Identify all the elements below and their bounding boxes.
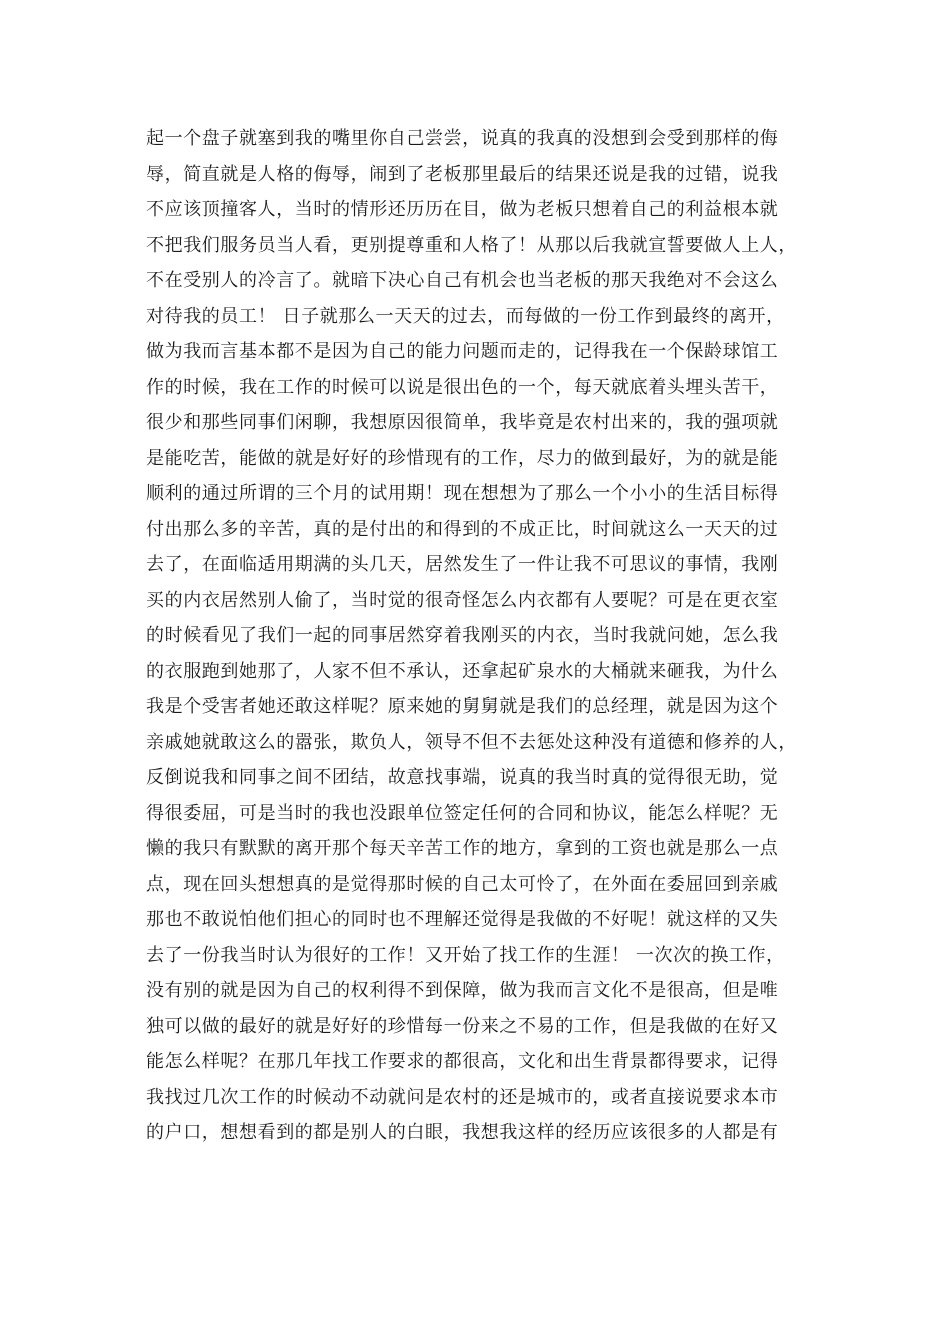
- text-line: 不应该顶撞客人，当时的情形还历历在目，做为老板只想着自己的利益根本就: [146, 199, 779, 220]
- text-line: 反倒说我和同事之间不团结，故意找事端，说真的我当时真的觉得很无助，觉: [146, 767, 779, 788]
- text-line: 是能吃苦，能做的就是好好的珍惜现有的工作，尽力的做到最好，为的就是能: [146, 447, 779, 469]
- text-line: 点，现在回头想想真的是觉得那时候的自己太可怜了，在外面在委屈回到亲戚: [146, 873, 779, 895]
- text-line: 我是个受害者她还敢这样呢？原来她的舅舅就是我们的总经理，就是因为这个: [146, 696, 779, 717]
- text-line: 没有别的就是因为自己的权利得不到保障，做为我而言文化不是很高，但是唯: [146, 980, 779, 1001]
- text-line: 起一个盘子就塞到我的嘴里你自己尝尝，说真的我真的没想到会受到那样的侮: [146, 128, 779, 149]
- text-line: 去了一份我当时认为很好的工作！又开始了找工作的生涯！ 一次次的换工作，: [146, 944, 785, 966]
- text-line: 做为我而言基本都不是因为自己的能力问题而走的，记得我在一个保龄球馆工: [146, 341, 779, 362]
- text-line: 我找过几次工作的时候动不动就问是农村的还是城市的，或者直接说要求本市: [146, 1086, 779, 1108]
- text-line: 辱，简直就是人格的侮辱，闹到了老板那里最后的结果还说是我的过错，说我: [146, 163, 779, 185]
- text-line: 的衣服跑到她那了，人家不但不承认，还拿起矿泉水的大桶就来砸我，为什么: [146, 660, 779, 682]
- text-line: 买的内衣居然别人偷了，当时觉的很奇怪怎么内衣都有人要呢？可是在更衣室: [146, 589, 779, 611]
- text-line: 得很委屈，可是当时的我也没跟单位签定任何的合同和协议，能怎么样呢？无: [146, 802, 779, 824]
- text-line: 懒的我只有默默的离开那个每天辛苦工作的地方，拿到的工资也就是那么一点: [146, 838, 779, 859]
- text-line: 那也不敢说怕他们担心的同时也不理解还觉得是我做的不好呢！就这样的又失: [146, 909, 779, 930]
- text-line: 顺利的通过所谓的三个月的试用期！现在想想为了那么一个小小的生活目标得: [146, 483, 779, 504]
- text-line: 不把我们服务员当人看，更别提尊重和人格了！从那以后我就宣誓要做人上人，: [146, 234, 797, 256]
- text-line: 不在受别人的冷言了。就暗下决心自己有机会也当老板的那天我绝对不会这么: [146, 270, 779, 291]
- body-text: [146, 121, 808, 1151]
- text-line: 能怎么样呢？在那几年找工作要求的都很高，文化和出生背景都得要求，记得: [146, 1051, 779, 1072]
- text-line: 付出那么多的辛苦，真的是付出的和得到的不成正比，时间就这么一天天的过: [146, 518, 779, 540]
- text-line: 很少和那些同事们闲聊，我想原因很简单，我毕竟是农村出来的，我的强项就: [146, 412, 779, 433]
- text-line: 的户口，想想看到的都是别人的白眼，我想我这样的经历应该很多的人都是有: [146, 1122, 779, 1143]
- text-line: 去了，在面临适用期满的头几天，居然发生了一件让我不可思议的事情，我刚: [146, 554, 779, 575]
- text-line: 的时候看见了我们一起的同事居然穿着我刚买的内衣，当时我就问她，怎么我: [146, 625, 779, 646]
- text-line: 亲戚她就敢这么的嚣张，欺负人，领导不但不去惩处这种没有道德和修养的人，: [146, 731, 797, 753]
- text-line: 独可以做的最好的就是好好的珍惜每一份来之不易的工作，但是我做的在好又: [146, 1015, 779, 1037]
- text-line: 作的时候，我在工作的时候可以说是很出色的一个，每天就底着头埋头苦干，: [146, 376, 779, 398]
- text-line: 对待我的员工！ 日子就那么一天天的过去，而每做的一份工作到最终的离开，: [146, 305, 785, 327]
